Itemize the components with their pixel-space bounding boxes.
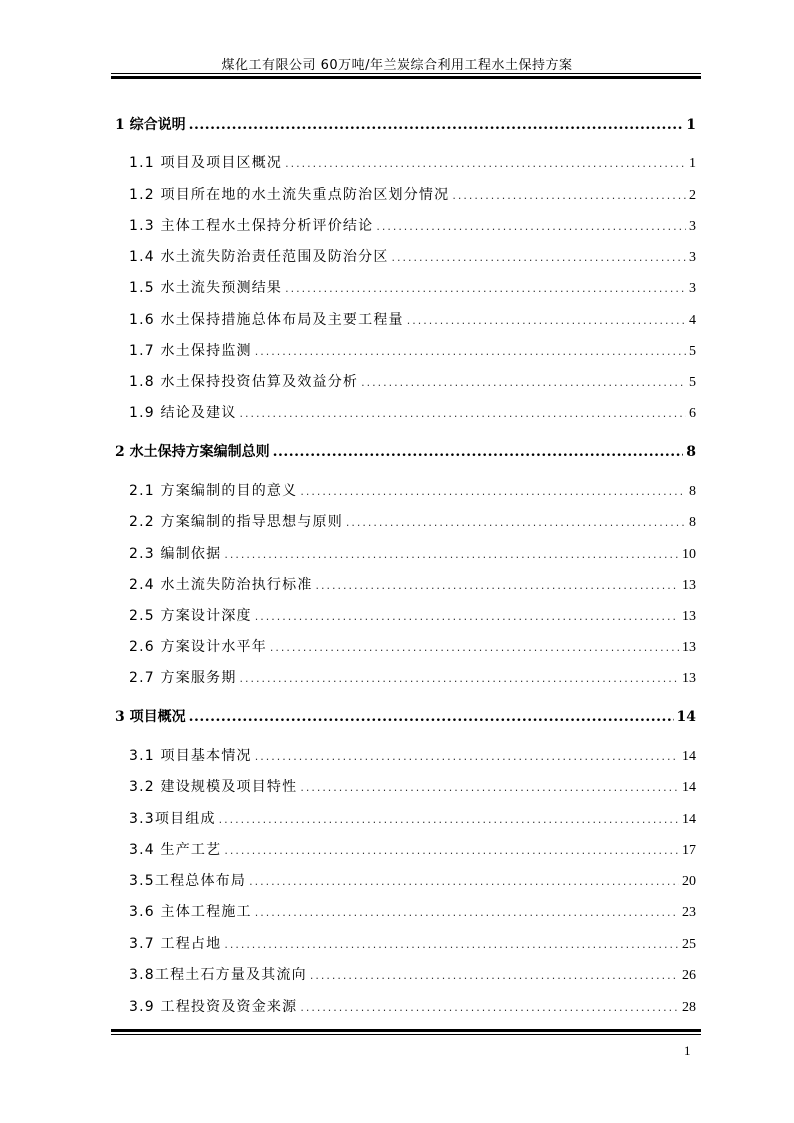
toc-entry-label: 2.5 方案设计深度: [129, 608, 252, 624]
toc-chapter-entry[interactable]: [115, 114, 696, 134]
toc-entry-page-number: 8: [689, 515, 696, 530]
toc-dot-leader: [189, 709, 674, 725]
toc-dot-leader: [300, 999, 679, 1015]
toc-entry-label: 2.7 方案服务期: [129, 670, 237, 686]
toc-entry-page-number: 10: [682, 547, 696, 562]
toc-entry-label: 3.3项目组成: [129, 811, 216, 827]
toc-entry-page-number: 13: [682, 640, 696, 655]
toc-dot-leader: [255, 343, 686, 359]
toc-section-entry[interactable]: [129, 152, 696, 172]
toc-section-entry[interactable]: [129, 636, 696, 656]
toc-entry-page-number: 23: [682, 905, 696, 920]
toc-entry-label: 3.9 工程投资及资金来源: [129, 999, 298, 1015]
toc-entry-label: 3.6 主体工程施工: [129, 904, 252, 920]
toc-entry-label: 3.5工程总体布局: [129, 873, 247, 889]
toc-dot-leader: [224, 546, 679, 562]
toc-entry-label: 1.1 项目及项目区概况: [129, 155, 283, 171]
toc-section-entry[interactable]: [129, 667, 696, 687]
toc-dot-leader: [407, 312, 686, 328]
toc-entry-page-number: 13: [682, 609, 696, 624]
toc-entry-page-number: 6: [689, 406, 696, 421]
toc-dot-leader: [240, 405, 686, 421]
toc-entry-label: 2.4 水土流失防治执行标准: [129, 577, 313, 593]
toc-entry-page-number: 26: [682, 968, 696, 983]
toc-section-entry[interactable]: [129, 839, 696, 859]
toc-section-entry[interactable]: [129, 933, 696, 953]
toc-entry-label: 3.8工程土石方量及其流向: [129, 967, 307, 983]
toc-entry-page-number: 13: [682, 671, 696, 686]
footer-rule-thin: [111, 1034, 701, 1035]
toc-entry-label: 2.2 方案编制的指导思想与原则: [129, 514, 343, 530]
toc-dot-leader: [249, 873, 679, 889]
toc-entry-label: 1.3 主体工程水土保持分析评价结论: [129, 218, 374, 234]
toc-dot-leader: [273, 444, 684, 460]
toc-section-entry[interactable]: [129, 340, 696, 360]
toc-entry-page-number: 5: [689, 375, 696, 390]
toc-entry-page-number: 5: [689, 344, 696, 359]
toc-entry-label: 1.7 水土保持监测: [129, 343, 252, 359]
toc-entry-page-number: 2: [689, 188, 696, 203]
toc-entry-page-number: 20: [682, 874, 696, 889]
toc-dot-leader: [300, 779, 679, 795]
toc-entry-page-number: 4: [689, 313, 696, 328]
toc-dot-leader: [316, 577, 679, 593]
toc-section-entry[interactable]: [129, 309, 696, 329]
toc-section-entry[interactable]: [129, 215, 696, 235]
toc-entry-label: 1.2 项目所在地的水土流失重点防治区划分情况: [129, 187, 450, 203]
toc-entry-label: 3.7 工程占地: [129, 936, 222, 952]
toc-section-entry[interactable]: [129, 776, 696, 796]
toc-section-entry[interactable]: [129, 277, 696, 297]
toc-chapter-entry[interactable]: [115, 706, 696, 726]
toc-entry-label: 3 项目概况: [115, 709, 186, 725]
toc-entry-page-number: 8: [689, 484, 696, 499]
toc-entry-label: 2.6 方案设计水平年: [129, 639, 267, 655]
toc-dot-leader: [189, 117, 684, 133]
toc-section-entry[interactable]: [129, 543, 696, 563]
toc-entry-page-number: 3: [689, 250, 696, 265]
toc-section-entry[interactable]: [129, 901, 696, 921]
toc-dot-leader: [219, 811, 679, 827]
toc-entry-page-number: 14: [676, 709, 696, 725]
toc-entry-page-number: 25: [682, 937, 696, 952]
toc-entry-page-number: 8: [686, 444, 696, 460]
toc-section-entry[interactable]: [129, 745, 696, 765]
toc-entry-page-number: 14: [682, 780, 696, 795]
toc-section-entry[interactable]: [129, 605, 696, 625]
toc-entry-label: 3.4 生产工艺: [129, 842, 222, 858]
toc-dot-leader: [255, 904, 679, 920]
toc-entry-label: 2.3 编制依据: [129, 546, 222, 562]
toc-section-entry[interactable]: [129, 402, 696, 422]
toc-entry-label: 1.9 结论及建议: [129, 405, 237, 421]
toc-dot-leader: [240, 670, 679, 686]
toc-entry-page-number: 28: [682, 1000, 696, 1015]
toc-section-entry[interactable]: [129, 870, 696, 890]
toc-dot-leader: [452, 187, 686, 203]
toc-entry-page-number: 14: [682, 749, 696, 764]
toc-dot-leader: [255, 608, 679, 624]
toc-section-entry[interactable]: [129, 511, 696, 531]
toc-section-entry[interactable]: [129, 996, 696, 1016]
toc-dot-leader: [255, 748, 679, 764]
toc-section-entry[interactable]: [129, 964, 696, 984]
toc-entry-page-number: 14: [682, 812, 696, 827]
toc-entry-page-number: 1: [689, 156, 696, 171]
toc-entry-page-number: 17: [682, 843, 696, 858]
toc-entry-page-number: 1: [686, 117, 696, 133]
running-header-title: 煤化工有限公司 60万吨/年兰炭综合利用工程水土保持方案: [221, 58, 573, 73]
toc-chapter-entry[interactable]: [115, 441, 696, 461]
toc-dot-leader: [346, 514, 686, 530]
toc-entry-label: 1 综合说明: [115, 117, 186, 133]
toc-section-entry[interactable]: [129, 808, 696, 828]
toc-dot-leader: [392, 249, 686, 265]
toc-section-entry[interactable]: [129, 574, 696, 594]
toc-dot-leader: [361, 374, 686, 390]
toc-dot-leader: [310, 967, 679, 983]
footer-page-number: 1: [684, 1043, 691, 1058]
toc-entry-page-number: 3: [689, 281, 696, 296]
toc-section-entry[interactable]: [129, 246, 696, 266]
toc-entry-label: 3.2 建设规模及项目特性: [129, 779, 298, 795]
toc-section-entry[interactable]: [129, 480, 696, 500]
toc-section-entry[interactable]: [129, 184, 696, 204]
toc-entry-label: 2.1 方案编制的目的意义: [129, 483, 298, 499]
toc-dot-leader: [285, 155, 686, 171]
toc-entry-label: 1.6 水土保持措施总体布局及主要工程量: [129, 312, 404, 328]
toc-dot-leader: [300, 483, 686, 499]
toc-dot-leader: [285, 280, 686, 296]
toc-entry-page-number: 3: [689, 219, 696, 234]
footer-rule-thick: [111, 1029, 701, 1032]
toc-entry-label: 1.8 水土保持投资估算及效益分析: [129, 374, 359, 390]
toc-entry-label: 1.5 水土流失预测结果: [129, 280, 283, 296]
toc-dot-leader: [376, 218, 686, 234]
toc-dot-leader: [224, 936, 679, 952]
toc-entry-label: 3.1 项目基本情况: [129, 748, 252, 764]
toc-section-entry[interactable]: [129, 371, 696, 391]
toc-entry-label: 1.4 水土流失防治责任范围及防治分区: [129, 249, 389, 265]
toc-dot-leader: [224, 842, 679, 858]
toc-entry-label: 2 水土保持方案编制总则: [115, 444, 270, 460]
toc-dot-leader: [270, 639, 679, 655]
toc-entry-page-number: 13: [682, 578, 696, 593]
